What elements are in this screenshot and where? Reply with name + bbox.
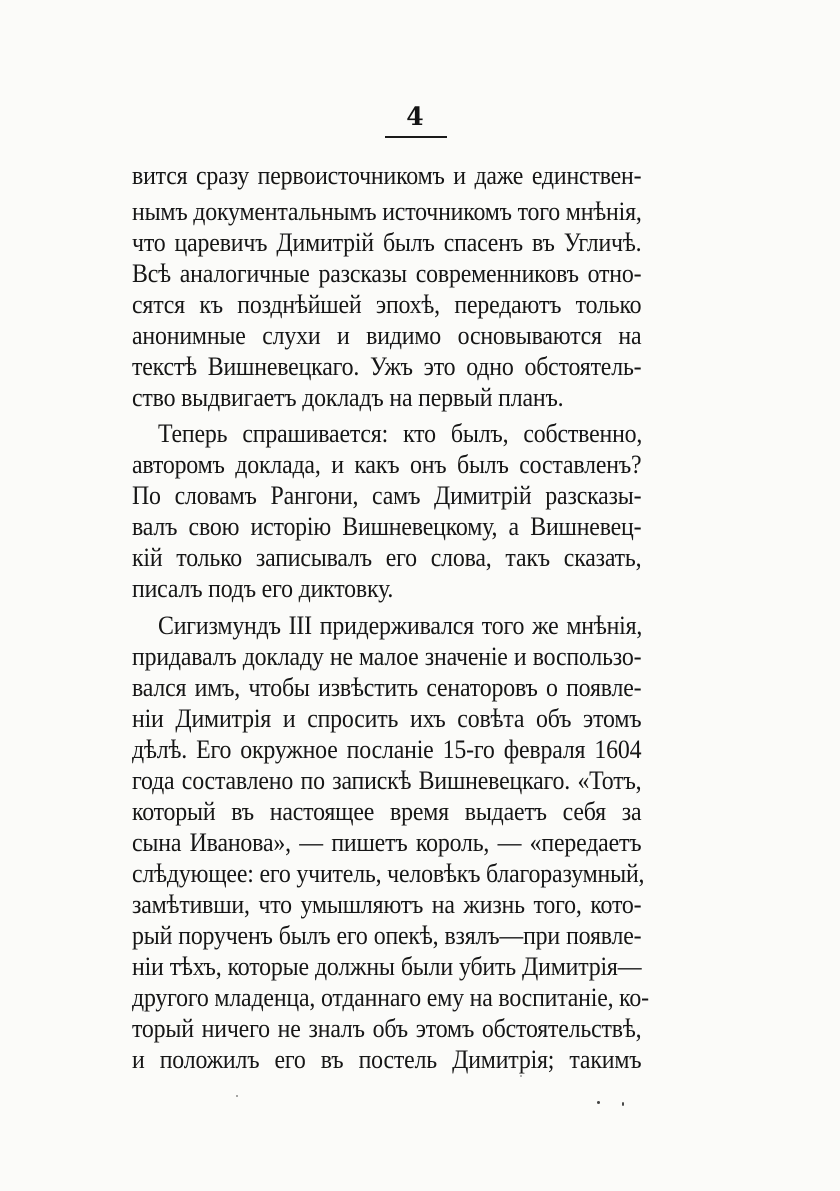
text-line: анонимные слухи и видимо основываются на <box>132 320 642 350</box>
text-line: кій только записывалъ его слова, такъ сказать, <box>132 542 642 572</box>
text-line: и положилъ его въ постель Димитрія; такимъ <box>132 1044 642 1074</box>
text-line: другого младенца, отданнаго ему на воспитаніе, ко- <box>132 982 649 1012</box>
text-line: Всѣ аналогичные разсказы современниковъ отно- <box>132 258 642 288</box>
text-line: который въ настоящее время выдаетъ себя за <box>132 796 642 826</box>
text-line: замѣтивши, что умышляютъ на жизнь того, кото- <box>132 889 642 919</box>
text-line: придавалъ докладу не малое значеніе и воспользо- <box>132 641 642 671</box>
text-line: рый порученъ былъ его опекѣ, взялъ—при появле- <box>132 920 642 950</box>
text-line: Теперь спрашивается: кто былъ, собственно, <box>158 418 643 448</box>
paper-speck <box>236 1095 238 1097</box>
paper-speck <box>597 1101 600 1104</box>
text-line: валъ свою исторію Вишневецкому, а Вишневец- <box>132 511 642 541</box>
text-line: писалъ подъ его диктовку. <box>132 573 394 603</box>
text-line: вится сразу первоисточникомъ и даже единствен- <box>132 160 642 190</box>
text-line: авторомъ доклада, и какъ онъ былъ составленъ? <box>132 449 642 479</box>
text-line: года составлено по запискѣ Вишневецкаго. «Тотъ, <box>132 765 642 795</box>
text-line: сына Иванова», — пишетъ король, — «передаетъ <box>132 827 642 857</box>
text-line: вался имъ, чтобы извѣстить сенаторовъ о появле- <box>132 672 642 702</box>
text-line: торый ничего не зналъ объ этомъ обстоятельствѣ, <box>132 1013 642 1043</box>
page-number: 4 <box>406 102 424 131</box>
text-line: сятся къ позднѣйшей эпохѣ, передаютъ только <box>132 289 642 319</box>
text-line: Сигизмундъ III придерживался того же мнѣнія, <box>158 610 643 640</box>
text-line: нымъ документальнымъ источникомъ того мнѣнія, <box>132 196 642 226</box>
text-line: По словамъ Рангони, самъ Димитрій разсказы- <box>132 480 642 510</box>
text-line: слѣдующее: его учитель, человѣкъ благоразумный, <box>132 858 645 888</box>
text-line: ніи Димитрія и спросить ихъ совѣта объ этомъ <box>132 703 642 733</box>
text-line: текстѣ Вишневецкаго. Ужъ это одно обстоятель- <box>132 351 642 381</box>
text-line: ство выдвигаетъ докладъ на первый планъ. <box>132 382 564 412</box>
paper-speck <box>520 1075 522 1077</box>
paper-speck <box>622 1102 624 1106</box>
text-line: ніи тѣхъ, которые должны были убить Димитрія— <box>132 951 642 981</box>
text-line: что царевичъ Димитрій былъ спасенъ въ Угличѣ. <box>132 227 642 257</box>
header-rule <box>385 136 447 138</box>
text-line: дѣлѣ. Его окружное посланіе 15-го февраля 1604 <box>132 734 642 764</box>
